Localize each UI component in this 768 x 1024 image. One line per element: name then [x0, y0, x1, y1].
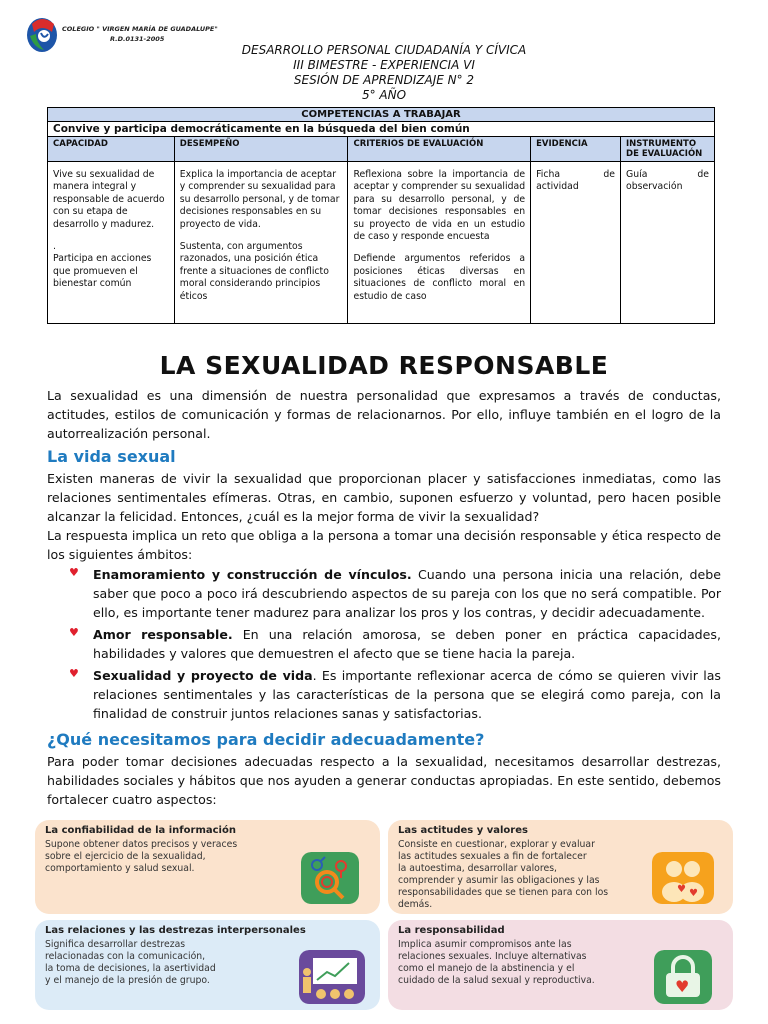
- criterio-1: Reflexiona sobre la importancia de aceptar y comprender su sexualidad para su desarrollo personal, y de tomar decisiones responsables en su proyecto de vida en un estudio de caso y responde encuesta: [353, 169, 526, 243]
- couple-hearts-icon: [652, 852, 714, 904]
- desempeno-2: Sustenta, con argumentos razonados, una posición ética frente a situaciones de conflicto moral considerando principios éticos: [179, 241, 329, 302]
- capacidad-dot: .: [53, 241, 56, 253]
- heading-vida-sexual: La vida sexual: [47, 447, 176, 466]
- heart-lock-icon: [654, 950, 712, 1004]
- svg-text:♥: ♥: [689, 888, 698, 899]
- aspect-box-relaciones: [35, 920, 380, 1010]
- bullet-term: Enamoramiento y construcción de vínculos.: [93, 567, 412, 582]
- aspect-body: Significa desarrollar destrezas relacionadas con la comunicación, la toma de decisiones, la asertividad y el manejo de la presión de grupo.: [45, 939, 216, 986]
- title-line-1: DESARROLLO PERSONAL CIUDADANÍA Y CÍVICA: [241, 43, 527, 57]
- cell-criterios: [348, 162, 531, 324]
- intro-paragraph: La sexualidad es una dimensión de nuestra personalidad que expresamos a través de conductas, actitudes, estilos de comunicación y formas de relacionarnos. Por ello, influye también en el logro de la autorrealización personal.: [47, 388, 721, 441]
- decidir-paragraph: Para poder tomar decisiones adecuadas respecto a la sexualidad, necesitamos desarrollar destrezas, habilidades sociales y hábitos que nos ayuden a generar conductas apropiadas. En este sentido, debemos fortalecer cuatro aspectos:: [47, 754, 721, 807]
- aspect-box-responsabilidad: [388, 920, 733, 1010]
- capacidad-1: Vive su sexualidad de manera integral y responsable de acuerdo con su etapa de desarrollo y madurez.: [53, 169, 165, 230]
- bullet-item: [69, 666, 721, 723]
- bullet-text: En una relación amorosa, se deben poner en práctica capacidades, habilidades y valores que demuestren el afecto que se tiene hacia la pareja.: [93, 627, 721, 661]
- aspect-body: Consiste en cuestionar, explorar y evaluar las actitudes sexuales a fin de fortalecer la autoestima, desarrollar valores, comprender y asumir las obligaciones y las responsabilidades que se tienen para con los demás.: [398, 839, 609, 910]
- heading-decidir: ¿Qué necesitamos para decidir adecuadamente?: [47, 730, 485, 749]
- session-titles: [0, 43, 768, 103]
- cell-instrumento: Guía de observación: [621, 162, 715, 324]
- aspect-title: Las actitudes y valores: [398, 825, 528, 836]
- cell-evidencia: Ficha de actividad: [531, 162, 621, 324]
- presentation-group-icon: [299, 950, 365, 1004]
- aspect-box-actitudes: [388, 820, 733, 914]
- aspect-title: Las relaciones y las destrezas interpersonales: [45, 925, 306, 936]
- bullet-text: Cuando una persona inicia una relación, debe saber que poco a poco irá descubriendo aspectos de su pareja con los que no será compatible. Por ello, es importante tener madurez para analizar los pros y los contras, y decidir adecuadamente.: [93, 567, 721, 620]
- header-desempeno: DESEMPEÑO: [174, 137, 348, 162]
- title-line-2: III BIMESTRE - EXPERIENCIA VI: [293, 58, 475, 72]
- header-evidencia: EVIDENCIA: [531, 137, 621, 162]
- competencia-row: Convive y participa democráticamente en la búsqueda del bien común: [48, 122, 715, 137]
- header-criterios: CRITERIOS DE EVALUACIÓN: [348, 137, 531, 162]
- aspect-body: Implica asumir compromisos ante las relaciones sexuales. Incluye alternativas como el manejo de la abstinencia y el cuidado de la salud sexual y reproductiva.: [398, 939, 595, 986]
- aspect-title: La responsabilidad: [398, 925, 505, 936]
- competencias-table: [47, 107, 715, 324]
- aspect-body: Supone obtener datos precisos y veraces sobre el ejercicio de la sexualidad, comportamiento y salud sexual.: [45, 839, 238, 874]
- bullet-item: [69, 565, 721, 622]
- bullet-item: [69, 625, 721, 663]
- gender-magnifier-icon: [301, 852, 359, 904]
- school-name: COLEGIO " VIRGEN MARÍA DE GUADALUPE" R.D.0131-2005: [62, 25, 218, 43]
- heart-bullet-icon: ♥: [69, 566, 79, 579]
- desempeno-1: Explica la importancia de aceptar y comprender su sexualidad para su desarrollo personal, y de tomar decisiones responsables en su proyecto de vida.: [179, 169, 340, 230]
- vida-paragraph-1: Existen maneras de vivir la sexualidad que proporcionan placer y satisfacciones inmediatas, como las relaciones sentimentales efímeras. Otras, en cambio, suponen esfuerzo y voluntad, pero hacen posible alcanzar la felicidad. Entonces, ¿cuál es la mejor forma de vivir la sexualidad?: [47, 471, 721, 524]
- vida-paragraph-2: La respuesta implica un reto que obliga a la persona a tomar una decisión responsable y ética respecto de los siguientes ámbitos:: [47, 528, 721, 562]
- svg-text:♥: ♥: [675, 977, 690, 996]
- header-instrumento: INSTRUMENTO DE EVALUACIÓN: [621, 137, 715, 162]
- heart-bullet-icon: ♥: [69, 626, 79, 639]
- bullet-text: . Es importante reflexionar acerca de cómo se quieren vivir las relaciones sentimentales y las características de la persona que se elegirá como pareja, con la finalidad de construir juntos relaciones sanas y satisfactorias.: [93, 668, 721, 721]
- aspect-box-informacion: [35, 820, 380, 914]
- capacidad-2: Participa en acciones que promueven el bienestar común: [53, 253, 152, 290]
- bullet-term: Amor responsable.: [93, 627, 233, 642]
- header-capacidad: CAPACIDAD: [48, 137, 175, 162]
- title-line-3: SESIÓN DE APRENDIZAJE N° 2: [293, 73, 475, 87]
- cell-desempeno: [174, 162, 348, 324]
- heart-bullet-icon: ♥: [69, 667, 79, 680]
- table-band: COMPETENCIAS A TRABAJAR: [48, 108, 715, 122]
- school-rd: R.D.0131-2005: [110, 35, 165, 43]
- cell-capacidad: [48, 162, 175, 324]
- title-line-4: 5° AÑO: [361, 88, 407, 102]
- aspect-title: La confiabilidad de la información: [45, 825, 236, 836]
- criterio-2: Defiende argumentos referidos a posiciones éticas diversas en situaciones de conflicto moral en estudio de caso: [353, 253, 526, 302]
- main-title: LA SEXUALIDAD RESPONSABLE: [159, 351, 609, 380]
- bullet-term: Sexualidad y proyecto de vida: [93, 668, 313, 683]
- svg-text:♥: ♥: [677, 884, 686, 895]
